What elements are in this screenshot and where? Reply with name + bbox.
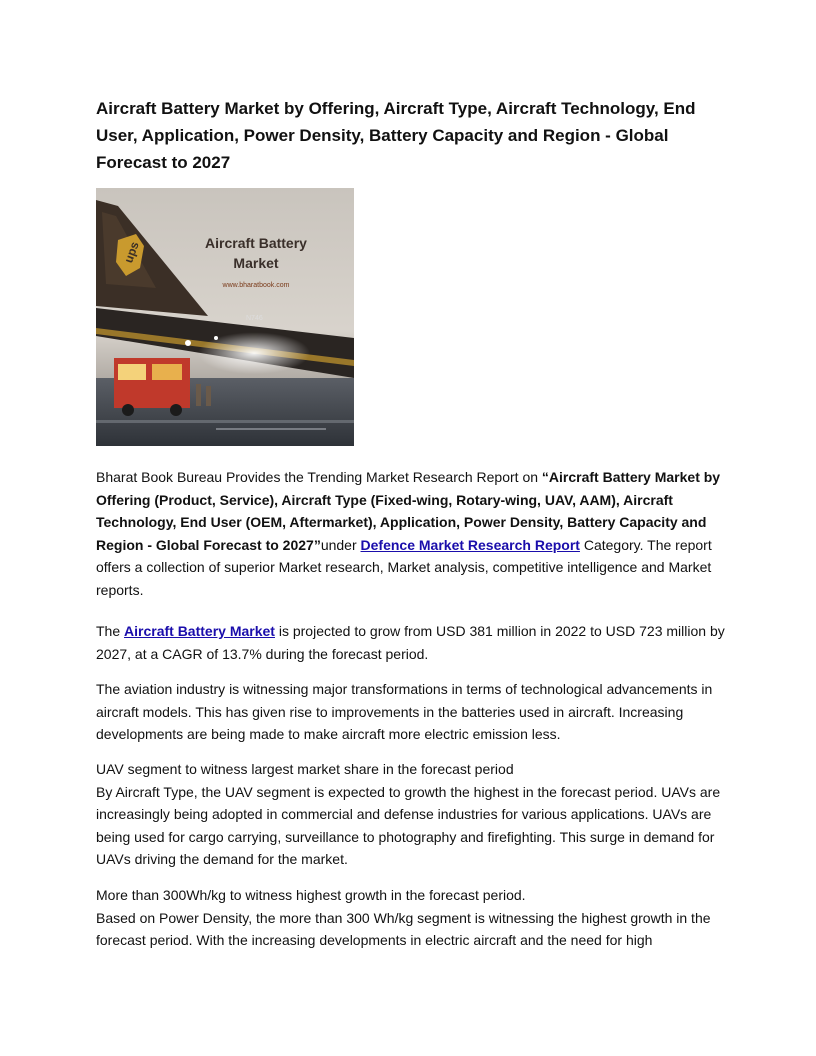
hero-overlay-url: www.bharatbook.com bbox=[222, 282, 290, 289]
hero-overlay-title-line2: Market bbox=[233, 255, 279, 271]
power-density-text: Based on Power Density, the more than 300 Wh/kg segment is witnessing the highest growth in the forecast period. With the increasing developments in electric aircraft and the need for high bbox=[96, 909, 711, 948]
power-density-paragraph bbox=[96, 884, 726, 952]
uav-paragraph bbox=[96, 758, 726, 871]
report-title-quote: “Aircraft Battery Market by Offering (Product, Service), Aircraft Type (Fixed-wing, Rotary-wing, UAV, AAM), Aircraft Technology, End User (OEM, Aftermarket), Application, Power Density, Battery Capacity and Region - Global Forecast to 2027” bbox=[96, 469, 721, 553]
document-title: Aircraft Battery Market by Offering, Aircraft Type, Aircraft Technology, End User, Application, Power Density, Battery Capacity and Region - Global Forecast to 2027 bbox=[96, 99, 696, 172]
industry-paragraph: The aviation industry is witnessing major transformations in terms of technological advancements in aircraft models. This has given rise to improvements in the batteries used in aircraft. Increasing developments are being made to make aircraft more electric emission less. bbox=[96, 681, 713, 742]
market-rest: is projected to grow from USD 381 million in 2022 to USD 723 million by 2027, at a CAGR of 13.7% during the forecast period. bbox=[96, 623, 725, 662]
tail-logo: ups bbox=[121, 239, 142, 265]
intro-text: Bharat Book Bureau Provides the Trending Market Research Report on bbox=[96, 469, 542, 485]
hero-overlay-title-line1: Aircraft Battery bbox=[205, 235, 307, 251]
uav-text: By Aircraft Type, the UAV segment is expected to growth the highest in the forecast period. UAVs are increasingly being adopted in commercial and defense industries for various applications. UAVs are being used for cargo carrying, surveillance to photography and firefighting. This surge in demand for UAVs driving the demand for the market. bbox=[96, 783, 721, 867]
intro-rest: Category. The report offers a collection of superior Market research, Market analysis, competitive intelligence and Market reports. bbox=[96, 536, 712, 598]
under-text: under bbox=[320, 536, 361, 553]
category-link[interactable]: Defence Market Research Report bbox=[360, 536, 580, 553]
market-link[interactable]: Aircraft Battery Market bbox=[124, 623, 275, 639]
intro-paragraph bbox=[96, 466, 726, 601]
market-lead: The bbox=[96, 623, 125, 639]
uav-heading: UAV segment to witness largest market share in the forecast period bbox=[96, 761, 514, 777]
power-density-heading: More than 300Wh/kg to witness highest growth in the forecast period. bbox=[96, 887, 526, 903]
hero-image bbox=[96, 188, 354, 446]
market-size-paragraph bbox=[96, 620, 726, 665]
